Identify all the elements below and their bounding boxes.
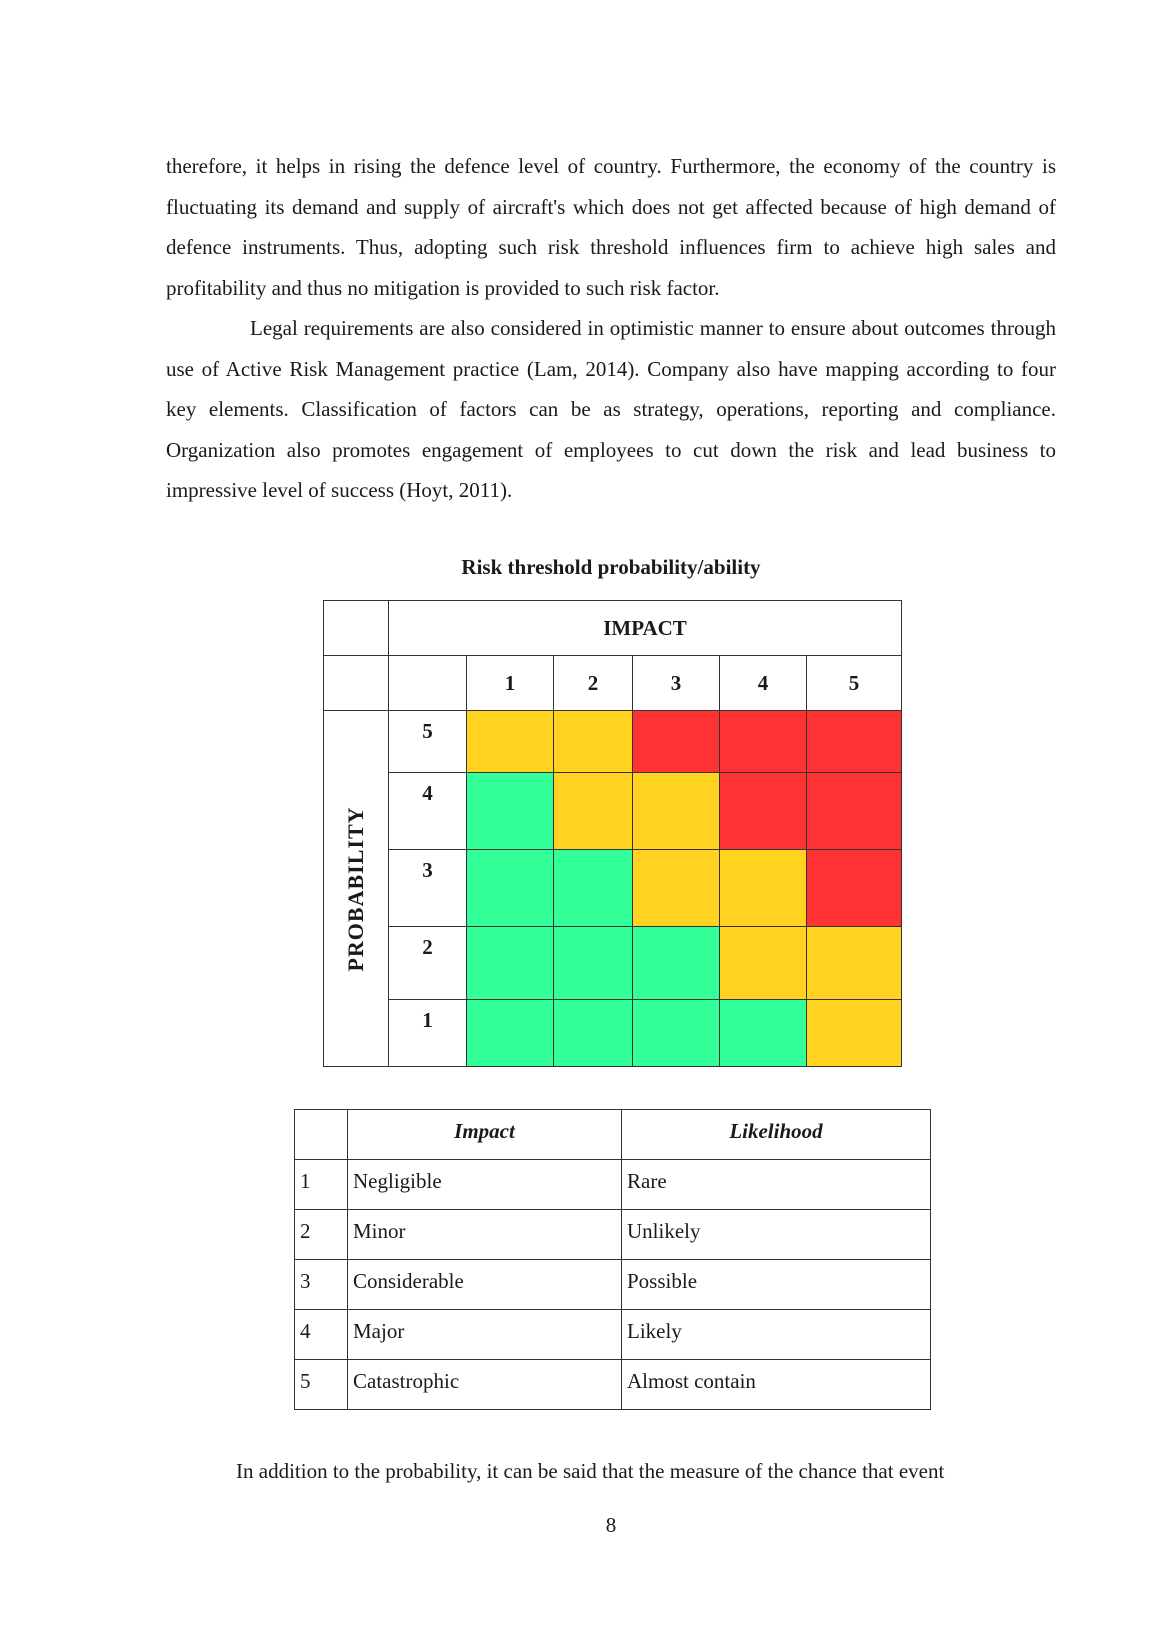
risk-cell [807, 711, 902, 773]
probability-label: PROBABILITY [343, 805, 368, 972]
matrix-caption: Risk threshold probability/ability [461, 555, 761, 579]
risk-cell [467, 850, 554, 927]
body-paragraph-1: therefore, it helps in rising the defence level of country. Furthermore, the economy of the country is fluctuating its demand and supply of aircraft's which does not get affected because of high demand of defence instruments. Thus, adopting such risk threshold influences firm to achieve high sales and profitability and thus no mitigation is provided to such risk factor. [166, 154, 1056, 300]
risk-cell [554, 927, 633, 1000]
likelihood-cell: Unlikely [622, 1210, 931, 1260]
risk-cell [467, 773, 554, 850]
risk-cell [467, 1000, 554, 1067]
impact-cell: Catastrophic [348, 1360, 622, 1410]
matrix-blank-cell [389, 656, 467, 711]
risk-cell [720, 711, 807, 773]
likelihood-cell: Likely [622, 1310, 931, 1360]
level-cell: 4 [295, 1310, 348, 1360]
risk-cell [467, 711, 554, 773]
risk-cell [633, 711, 720, 773]
impact-cell: Considerable [348, 1260, 622, 1310]
impact-level: 3 [633, 656, 720, 711]
risk-cell [807, 850, 902, 927]
probability-level: 2 [389, 927, 467, 1000]
impact-level: 2 [554, 656, 633, 711]
risk-cell [633, 1000, 720, 1067]
likelihood-column-header: Likelihood [622, 1110, 931, 1160]
probability-level: 3 [389, 850, 467, 927]
page-number: 8 [605, 1513, 617, 1537]
risk-cell [720, 1000, 807, 1067]
probability-level: 4 [389, 773, 467, 850]
risk-cell [720, 927, 807, 1000]
table-row [295, 1210, 931, 1260]
likelihood-cell: Almost contain [622, 1360, 931, 1410]
risk-cell [720, 850, 807, 927]
risk-cell [467, 927, 554, 1000]
risk-cell [633, 773, 720, 850]
risk-cell [807, 927, 902, 1000]
risk-cell [807, 773, 902, 850]
risk-cell [554, 711, 633, 773]
risk-cell [633, 927, 720, 1000]
risk-cell [633, 850, 720, 927]
table-row [295, 1160, 931, 1210]
body-paragraph-3: In addition to the probability, it can be said that the measure of the chance that event [236, 1459, 945, 1483]
impact-level: 5 [807, 656, 902, 711]
impact-level: 4 [720, 656, 807, 711]
legend-corner-cell [295, 1110, 348, 1160]
impact-cell: Minor [348, 1210, 622, 1260]
impact-header: IMPACT [389, 601, 902, 656]
impact-column-header: Impact [348, 1110, 622, 1160]
risk-cell [807, 1000, 902, 1067]
risk-cell [554, 773, 633, 850]
impact-level: 1 [467, 656, 554, 711]
level-cell: 1 [295, 1160, 348, 1210]
probability-level: 1 [389, 1000, 467, 1067]
table-row [295, 1260, 931, 1310]
level-cell: 3 [295, 1260, 348, 1310]
matrix-blank-cell [324, 656, 389, 711]
table-row [295, 1360, 931, 1410]
probability-axis-cell [324, 711, 389, 1067]
probability-level: 5 [389, 711, 467, 773]
impact-cell: Major [348, 1310, 622, 1360]
impact-likelihood-table [294, 1109, 931, 1410]
level-cell: 2 [295, 1210, 348, 1260]
risk-cell [720, 773, 807, 850]
matrix-corner-cell [324, 601, 389, 656]
risk-cell [554, 850, 633, 927]
body-paragraph-2: Legal requirements are also considered in optimistic manner to ensure about outcomes through use of Active Risk Management practice (Lam, 2014). Company also have mapping according to four key elements. Classification of factors can be as strategy, operations, reporting and compliance. Organization also promotes engagement of employees to cut down the risk and lead business to impressive level of success (Hoyt, 2011). [166, 316, 1056, 502]
likelihood-cell: Rare [622, 1160, 931, 1210]
impact-cell: Negligible [348, 1160, 622, 1210]
table-row [295, 1310, 931, 1360]
risk-matrix [323, 600, 902, 1067]
likelihood-cell: Possible [622, 1260, 931, 1310]
risk-cell [554, 1000, 633, 1067]
level-cell: 5 [295, 1360, 348, 1410]
